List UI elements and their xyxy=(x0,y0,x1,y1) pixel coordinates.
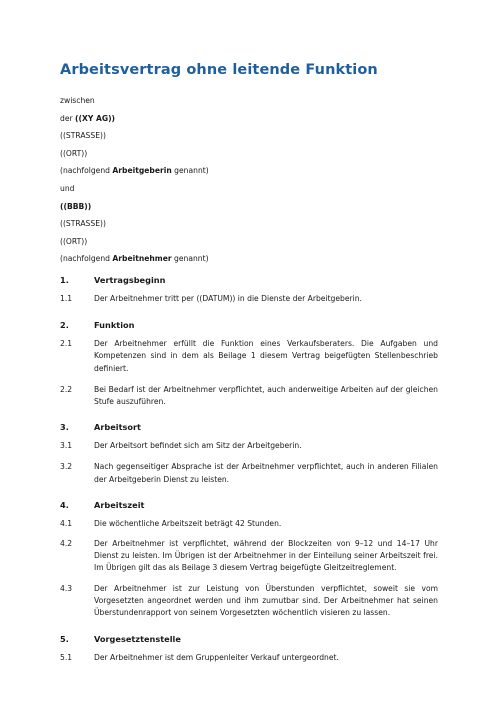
section-number: 1. xyxy=(60,275,69,285)
clause xyxy=(60,440,438,452)
clause xyxy=(60,461,438,485)
document-title: Arbeitsvertrag ohne leitende Funktion xyxy=(60,62,378,78)
clause-text: Der Arbeitnehmer erfüllt die Funktion eines Verkaufsberaters. Die Aufgaben und Kompetenzen sind in dem als Beilage 1 diesem Vertrag beigefügten Stellenbeschrieb definiert. xyxy=(94,339,438,373)
section-title: Vertragsbeginn xyxy=(94,275,166,285)
clause xyxy=(60,338,438,375)
section-title: Vorgesetztenstelle xyxy=(94,634,181,645)
employee-role-line xyxy=(60,250,209,268)
clause xyxy=(60,384,438,408)
employer-city: ((ORT)) xyxy=(60,148,88,158)
clause-text: Der Arbeitnehmer ist dem Gruppenleiter Verkauf untergeordnet. xyxy=(94,653,339,663)
contract-parties xyxy=(60,92,209,268)
contract-sections xyxy=(60,275,438,664)
employer-role-post: genannt) xyxy=(171,166,209,176)
clause-text: Der Arbeitsort befindet sich am Sitz der Arbeitgeberin. xyxy=(94,441,302,451)
section-heading xyxy=(60,634,438,645)
clause xyxy=(60,583,438,620)
employee-line xyxy=(60,198,209,216)
employee-role-pre: (nachfolgend xyxy=(60,254,113,264)
clause-number: 2.1 xyxy=(60,339,73,349)
clause-number: 3.2 xyxy=(60,462,73,472)
employer-line xyxy=(60,110,209,128)
employer-role-line xyxy=(60,162,209,180)
section-heading xyxy=(60,275,438,286)
section-number: 2. xyxy=(60,320,69,331)
employer-street: ((STRASSE)) xyxy=(60,131,106,141)
clause-number: 2.2 xyxy=(60,384,73,394)
clause-number: 1.1 xyxy=(60,294,73,303)
clause-text: Nach gegenseitiger Absprache ist der Arbeitnehmer verpflichtet, auch in anderen Filialen der Arbeitgeberin Dienst zu leisten. xyxy=(94,462,438,484)
clause-text: Der Arbeitnehmer tritt per ((DATUM)) in die Dienste der Arbeitgeberin. xyxy=(94,294,362,303)
clause-number: 4.1 xyxy=(60,518,73,528)
clause xyxy=(60,518,438,530)
employee-street: ((STRASSE)) xyxy=(60,219,106,229)
employee-role: Arbeitnehmer xyxy=(112,254,172,264)
section-title: Funktion xyxy=(94,320,135,331)
clause xyxy=(60,652,438,664)
employer-name: ((XY AG)) xyxy=(75,113,116,123)
section-title: Arbeitszeit xyxy=(94,499,145,510)
clause xyxy=(60,538,438,575)
employer-role: Arbeitgeberin xyxy=(112,166,172,176)
clause-text: Der Arbeitnehmer ist verpflichtet, während der Blockzeiten von 9–12 und 14–17 Uhr Dienst zu leisten. Im Übrigen ist der Arbeitnehmer in der Einteilung seiner Arbeitszeit frei. Im Übrigen gilt das als Beilage 3 diesem Vertrag beigefügte Gleitzeitreglement. xyxy=(94,539,438,573)
clause-text: Der Arbeitnehmer ist zur Leistung von Überstunden verpflichtet, soweit sie vom Vorgesetzten angeordnet werden und ihm zumutbar sind. Der Arbeitnehmer hat seinen Überstundenrapport von seinem Vorgesetzten wöchentlich visieren zu lassen. xyxy=(94,583,438,618)
employer-prefix: der xyxy=(60,113,76,123)
section-number: 3. xyxy=(60,422,69,433)
clause-number: 5.1 xyxy=(60,653,73,663)
clause-text: Die wöchentliche Arbeitszeit beträgt 42 Stunden. xyxy=(94,518,282,528)
employer-role-pre: (nachfolgend xyxy=(60,166,113,176)
employee-role-post: genannt) xyxy=(171,254,209,264)
parties-and: und xyxy=(60,183,75,193)
employee-name: ((BBB)) xyxy=(60,201,92,211)
section-number: 4. xyxy=(60,499,69,510)
section-title: Arbeitsort xyxy=(94,422,141,433)
clause-number: 4.2 xyxy=(60,539,73,549)
section-heading xyxy=(60,320,438,331)
clause xyxy=(60,293,438,305)
section-heading xyxy=(60,422,438,433)
clause-text: Bei Bedarf ist der Arbeitnehmer verpflichtet, auch anderweitige Arbeiten auf der gleichen Stufe auszuführen. xyxy=(94,384,438,407)
employee-city: ((ORT)) xyxy=(60,236,88,246)
clause-number: 4.3 xyxy=(60,583,73,593)
parties-intro: zwischen xyxy=(60,96,95,105)
clause-number: 3.1 xyxy=(60,441,73,451)
section-heading xyxy=(60,500,438,511)
section-number: 5. xyxy=(60,634,69,645)
